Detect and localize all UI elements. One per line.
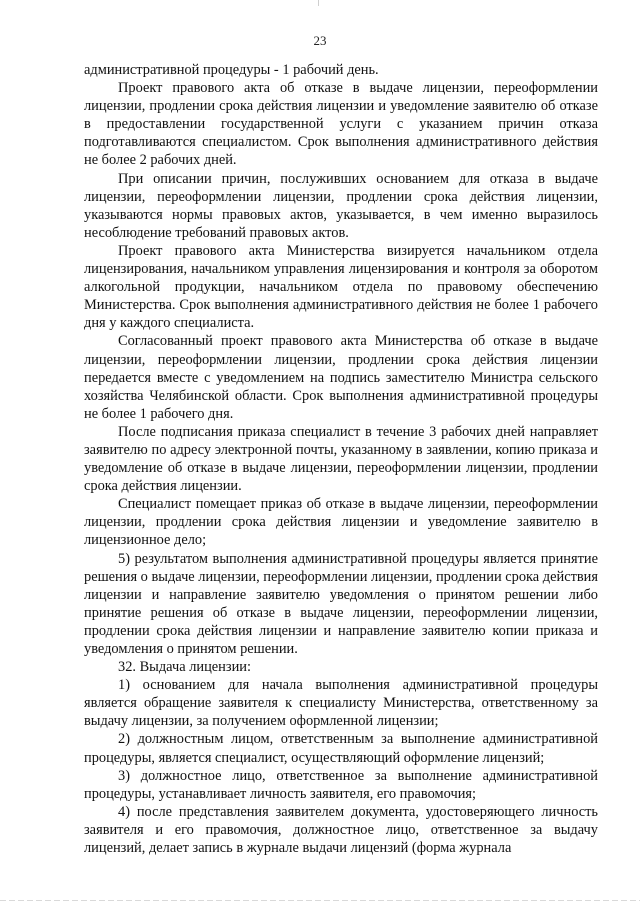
- paragraph-refusal-reasons: При описании причин, послуживших основанием для отказа в выдаче лицензии, переоформлении лицензии, продлении срока действия лицензии, указываются нормы правовых актов, указывается, в чем именно выразилось несоблюдение требований правовых актов.: [84, 170, 598, 241]
- paragraph-signature: Согласованный проект правового акта Министерства об отказе в выдаче лицензии, переоформлении лицензии, продлении срока действия лицензии передается вместе с уведомлением на подпись заместителю Министра сельского хозяйства Челябинской области. Срок выполнения административной процедуры не более 1 рабочего дня.: [84, 333, 598, 422]
- paragraph-item-2: 2) должностным лицом, ответственным за выполнение административной процедуры, является специалист, осуществляющий оформление лицензий;: [84, 731, 598, 766]
- document-body: [84, 61, 598, 857]
- paragraph-item-1: 1) основанием для начала выполнения административной процедуры является обращение заявителя к специалисту Министерства, ответственному за выдачу лицензии, за получением оформленной лицензии;: [84, 677, 598, 730]
- paragraph-item-4: 4) после представления заявителем документа, удостоверяющего личность заявителя и его правомочия, должностное лицо, ответственное за выдачу лицензий, делает запись в журнале выдачи лицензий (форма журнала: [84, 803, 598, 857]
- section-heading: 32. Выдача лицензии:: [118, 659, 251, 676]
- paragraph-item-3: 3) должностное лицо, ответственное за выполнение административной процедуры, устанавливает личность заявителя, его правомочия;: [84, 767, 598, 802]
- paragraph-result: 5) результатом выполнения административной процедуры является принятие решения о выдаче лицензии, переоформлении лицензии, продлении срока действия лицензии и направление заявителю уведомления о принятом решении либо принятие решения об отказе в выдаче лицензии, переоформлении лицензии, продлении срока действия лицензии и направление заявителю копии приказа и уведомления о принятом решении.: [84, 550, 598, 657]
- paragraph-notification: После подписания приказа специалист в течение 3 рабочих дней направляет заявителю по адресу электронной почты, указанному в заявлении, копию приказа и уведомление об отказе в выдаче лицензии, переоформлении лицензии, продлении срока действия лицензии.: [84, 423, 598, 495]
- scan-bottom-edge: [0, 900, 640, 901]
- paragraph-approval: Проект правового акта Министерства визируется начальником отдела лицензирования, начальником управления лицензирования и контроля за оборотом алкогольной продукции, начальником отдела по правовому обеспечению Министерства. Срок выполнения административного действия не более 1 рабочего дня у каждого специалиста.: [84, 242, 598, 332]
- page-number: 23: [313, 33, 327, 48]
- paragraph-refusal-draft: Проект правового акта об отказе в выдаче лицензии, переоформлении лицензии, продлении срока действия лицензии и уведомление заявителю об отказе в предоставлении государственной услуги с указанием причин отказа подготавливаются специалистом. Срок выполнения административного действия не более 2 рабочих дней.: [84, 80, 598, 169]
- paragraph-filing: Специалист помещает приказ об отказе в выдаче лицензии, переоформлении лицензии, продлении срока действия лицензии и уведомление заявителю в лицензионное дело;: [84, 496, 598, 549]
- scan-mark: [318, 0, 319, 6]
- paragraph-continuation: административной процедуры - 1 рабочий день.: [84, 62, 379, 78]
